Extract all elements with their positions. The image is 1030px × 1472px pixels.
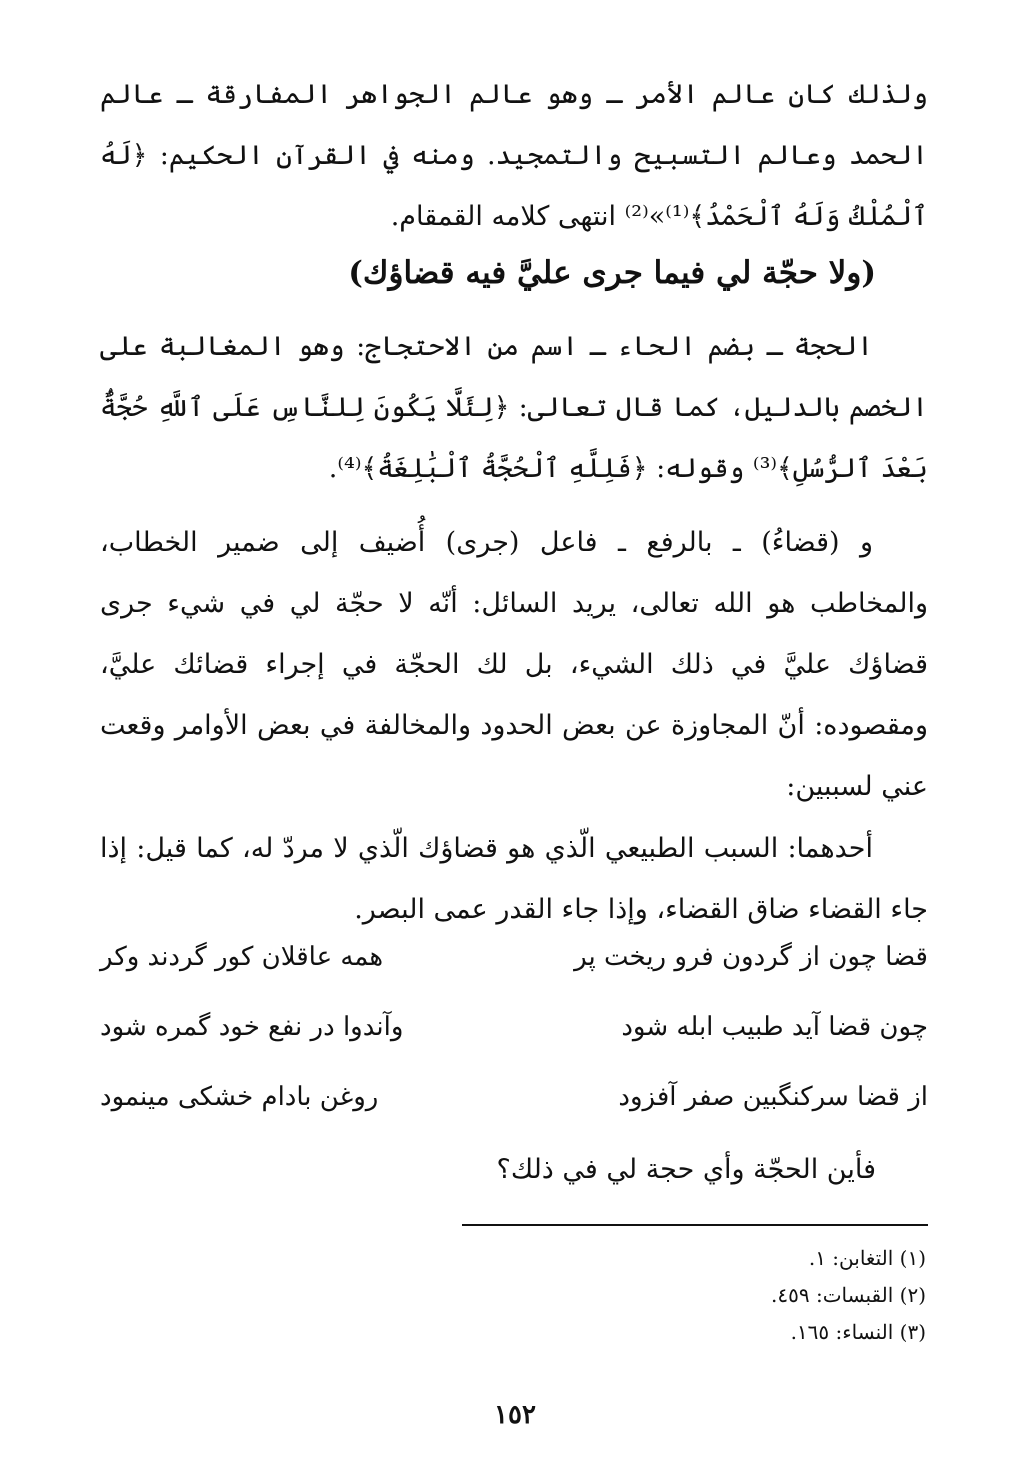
paragraph-3 xyxy=(100,512,928,817)
footnote: (٢) القبسات: ٤٥٩. xyxy=(771,1283,926,1307)
footnote-divider xyxy=(462,1224,928,1226)
footnote: (١) التغابن: ١. xyxy=(808,1246,926,1270)
verse-second-hemistich: وآندوا در نفع خود گمره شود xyxy=(100,1012,404,1042)
paragraph-2-text: الحجة ـ بضم الحاء ـ اسم من الاحتجاج: وهو المغالبة على الخصم بالدليل، كما قال تعالى: ﴿لِئَلَّا يَكُونَ لِلنَّاسِ عَلَى ٱللَّهِ حُجَّةٌۢ بَعْدَ ٱلرُّسُلِ﴾⁽³⁾ وقوله: ﴿فَلِلَّهِ ٱلْحُجَّةُ ٱلْبَٰلِغَةُ﴾⁽⁴⁾. xyxy=(100,331,928,484)
poem-verse xyxy=(100,942,928,1012)
verse-second-hemistich: همه عاقلان كور گردند وكر xyxy=(100,942,384,972)
verse-first-hemistich: قضا چون از گردون فرو ريخت پر xyxy=(574,942,928,972)
poem-verse xyxy=(100,1012,928,1082)
footnote: (٣) النساء: ١٦٥. xyxy=(790,1320,926,1344)
page-number: ١٥٢ xyxy=(494,1400,536,1430)
paragraph-2 xyxy=(100,316,928,499)
closing-question: فأين الحجّة وأي حجة لي في ذلك؟ xyxy=(496,1154,876,1185)
paragraph-4 xyxy=(100,818,928,940)
verse-second-hemistich: روغن بادام خشكى مينمود xyxy=(100,1082,379,1112)
paragraph-3-text: و (قضاءُ) ـ بالرفع ـ فاعل (جرى) أُضيف إلى ضمير الخطاب، والمخاطب هو الله تعالى، يريد السائل: أنّه لا حجّة لي في شيء جرى قضاؤك عليَّ في ذلك الشيء، بل لك الحجّة في إجراء قضائك عليَّ، ومقصوده: أنّ المجاوزة عن بعض الحدود والمخالفة في بعض الأوامر وقعت عني لسببين: xyxy=(100,527,928,802)
paragraph-1 xyxy=(100,64,928,247)
verse-first-hemistich: چون قضا آيد طبيب ابله شود xyxy=(621,1012,928,1042)
footnotes xyxy=(500,1240,926,1351)
persian-poem xyxy=(100,942,928,1152)
section-heading: (ولا حجّة لي فيما جرى عليَّ فيه قضاؤك) xyxy=(348,255,876,291)
verse-first-hemistich: از قضا سركنگبين صفر آفزود xyxy=(618,1082,928,1112)
paragraph-1-text: ولذلك كان عالم الأمر ـ وهو عالم الجواهر المفارقة ـ عالم الحمد وعالم التسبيح والتمجيد. ومنه في القرآن الحكيم: ﴿لَهُ ٱلْمُلْكُ وَلَهُ ٱلْحَمْدُ﴾⁽¹⁾»⁽²⁾ انتهى كلامه القمقام. xyxy=(100,79,928,232)
paragraph-4-text: أحدهما: السبب الطبيعي الّذي هو قضاؤك الّذي لا مردّ له، كما قيل: إذا جاء القضاء ضاق القضاء، وإذا جاء القدر عمى البصر. xyxy=(100,833,928,925)
